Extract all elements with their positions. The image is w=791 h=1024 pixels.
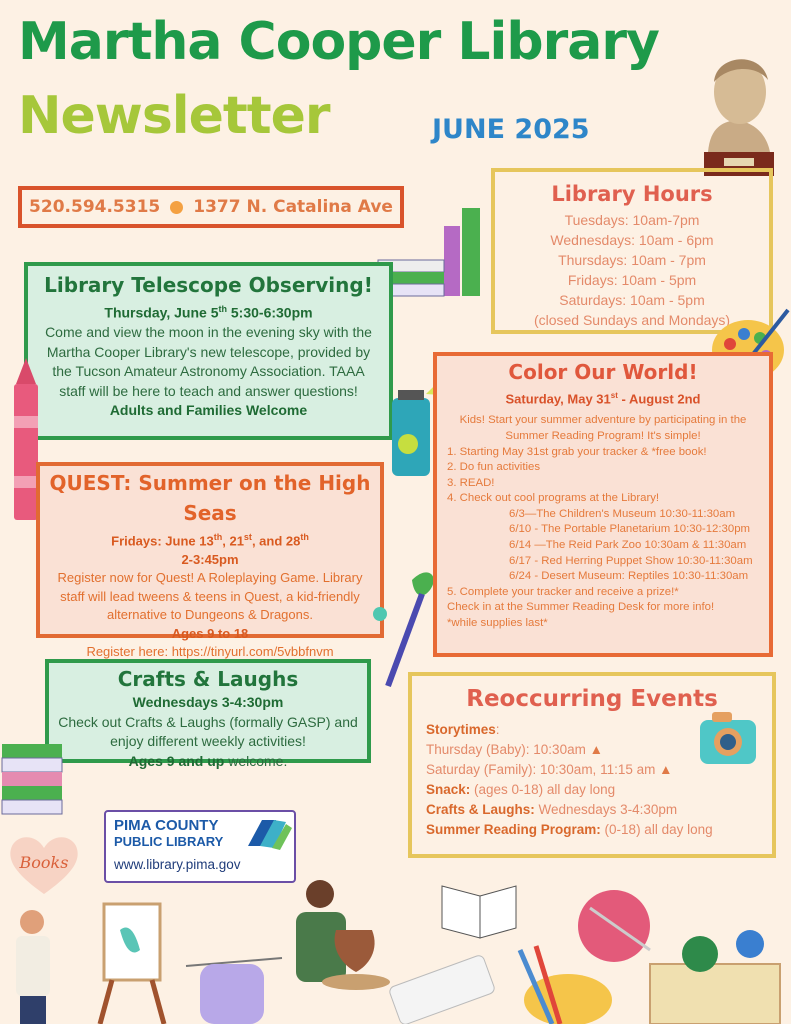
quest-ages: Ages 9 to 18 <box>171 625 249 641</box>
cake-icon: ▲ <box>589 742 603 757</box>
crafts-time: Wednesdays 3-4:30pm <box>132 694 284 710</box>
step-item: 4. Check out cool programs at the Library! <box>447 492 660 505</box>
logo-line2: PUBLIC LIBRARY <box>114 834 224 849</box>
library-url[interactable]: www.library.pima.gov <box>114 857 241 872</box>
pima-library-logo[interactable] <box>104 810 296 883</box>
srp-line: Summer Reading Program: (0-18) all day long <box>426 822 713 837</box>
crafts-description: Check out Crafts & Laughs (formally GASP) and enjoy different weekly activities! <box>58 713 358 749</box>
phone-number: 520.594.5315 <box>29 197 161 217</box>
newsletter-title: Martha Cooper Library <box>18 12 659 72</box>
crafts-ages: Ages 9 and up welcome. <box>128 752 288 769</box>
program-item: 6/24 - Desert Museum: Reptiles 10:30-11:30am <box>509 570 749 583</box>
issue-date: JUNE 2025 <box>432 114 590 145</box>
separator-dot-icon <box>170 201 183 214</box>
books-heart-text: Books <box>19 853 69 872</box>
hours-line: Fridays: 10am - 5pm <box>567 272 697 288</box>
statue-bust-icon <box>690 40 786 180</box>
crafts-heading: Crafts & Laughs <box>117 667 299 691</box>
summer-reading-dates: Saturday, May 31st - August 2nd <box>505 391 701 407</box>
quest-dates: Fridays: June 13th, 21st, and 28th <box>111 532 309 549</box>
program-item: 6/10 - The Portable Planetarium 10:30-12:30pm <box>509 523 751 536</box>
quest-description: Register now for Quest! A Roleplaying Game. Library staff will lead tweens & teens in Quest, a kid-friendly alternative to Dungeons & Dragons. <box>57 570 363 623</box>
quest-heading: QUEST: Summer on the High Seas <box>49 471 371 525</box>
hours-line: (closed Sundays and Mondays) <box>533 312 731 328</box>
summer-reading-intro: Kids! Start your summer adventure by participating in the Summer Reading Program! It's simple! <box>459 414 747 442</box>
hours-line: Saturdays: 10am - 5pm <box>559 292 705 308</box>
program-item: 6/14 —The Reid Park Zoo 10:30am & 11:30am <box>509 539 747 552</box>
yarn-icon <box>186 958 282 1024</box>
crafts-laughs-box <box>45 659 371 769</box>
hours-heading: Library Hours <box>551 182 713 206</box>
hours-line: Thursdays: 10am - 7pm <box>558 252 706 268</box>
snack-line: Snack: (ages 0-18) all day long <box>426 782 616 797</box>
storytime-saturday: Saturday (Family): 10:30am, 11:15 am ▲ <box>426 762 673 777</box>
newsletter-subtitle: Newsletter <box>18 86 330 146</box>
step-item: 2. Do fun activities <box>447 461 541 474</box>
painter-person-icon <box>16 910 50 1024</box>
cake-icon: ▲ <box>659 762 673 777</box>
program-item: 6/3—The Children's Museum 10:30-11:30am <box>509 507 736 520</box>
paint-brush-icon <box>372 560 442 690</box>
storytimes-label: Storytimes: <box>426 722 500 737</box>
storytime-thursday: Thursday (Baby): 10:30am ▲ <box>426 742 603 757</box>
telescope-audience: Adults and Families Welcome <box>109 402 308 419</box>
quest-event-box <box>36 462 384 660</box>
logo-line1: PIMA COUNTY <box>114 817 219 834</box>
sewing-kit-icon <box>650 930 780 1024</box>
telescope-heading: Library Telescope Observing! <box>44 273 373 297</box>
address: 1377 N. Catalina Ave <box>193 197 393 217</box>
step-item: 1. Starting May 31st grab your tracker & *free book! <box>447 445 707 458</box>
watercolor-set-icon <box>388 954 496 1024</box>
quest-time: 2-3:45pm <box>181 551 239 567</box>
book-pages-logo-icon <box>246 816 292 852</box>
contact-bar <box>18 186 404 228</box>
summer-reading-heading: Color Our World! <box>508 360 698 384</box>
crafts-illustration-strip <box>0 880 791 1024</box>
telescope-description: Come and view the moon in the evening sky with the Martha Cooper Library's new telescope, provided by the Tucson Amateur Astronomy Association. TAAA staff will be here to teach and answer questions! Adults and Families Welcome <box>45 324 372 419</box>
camera-icon <box>696 708 760 768</box>
recurring-heading: Reoccurring Events <box>466 686 718 712</box>
quest-register-link[interactable]: Register here: https://tinyurl.com/5vbbfnvm <box>86 644 334 660</box>
footnote: *while supplies last* <box>447 617 548 630</box>
yarn-ball-icon <box>578 890 650 962</box>
easel-icon <box>100 904 164 1024</box>
summer-reading-box <box>433 352 773 657</box>
step-item: 3. READ! <box>447 476 495 489</box>
telescope-event-box <box>24 262 393 440</box>
telescope-datetime: Thursday, June 5th 5:30-6:30pm <box>104 304 313 321</box>
info-line: Check in at the Summer Reading Desk for more info! <box>447 601 715 614</box>
program-item: 6/17 - Red Herring Puppet Show 10:30-11:30am <box>509 554 753 567</box>
potter-person-icon <box>296 880 390 990</box>
open-book-icon <box>442 886 516 938</box>
hours-line: Tuesdays: 10am-7pm <box>564 212 700 228</box>
step-item: 5. Complete your tracker and receive a prize!* <box>447 585 679 598</box>
hours-line: Wednesdays: 10am - 6pm <box>550 232 714 248</box>
book-stack-icon <box>0 742 66 826</box>
crafts-line: Crafts & Laughs: Wednesdays 3-4:30pm <box>426 802 678 817</box>
